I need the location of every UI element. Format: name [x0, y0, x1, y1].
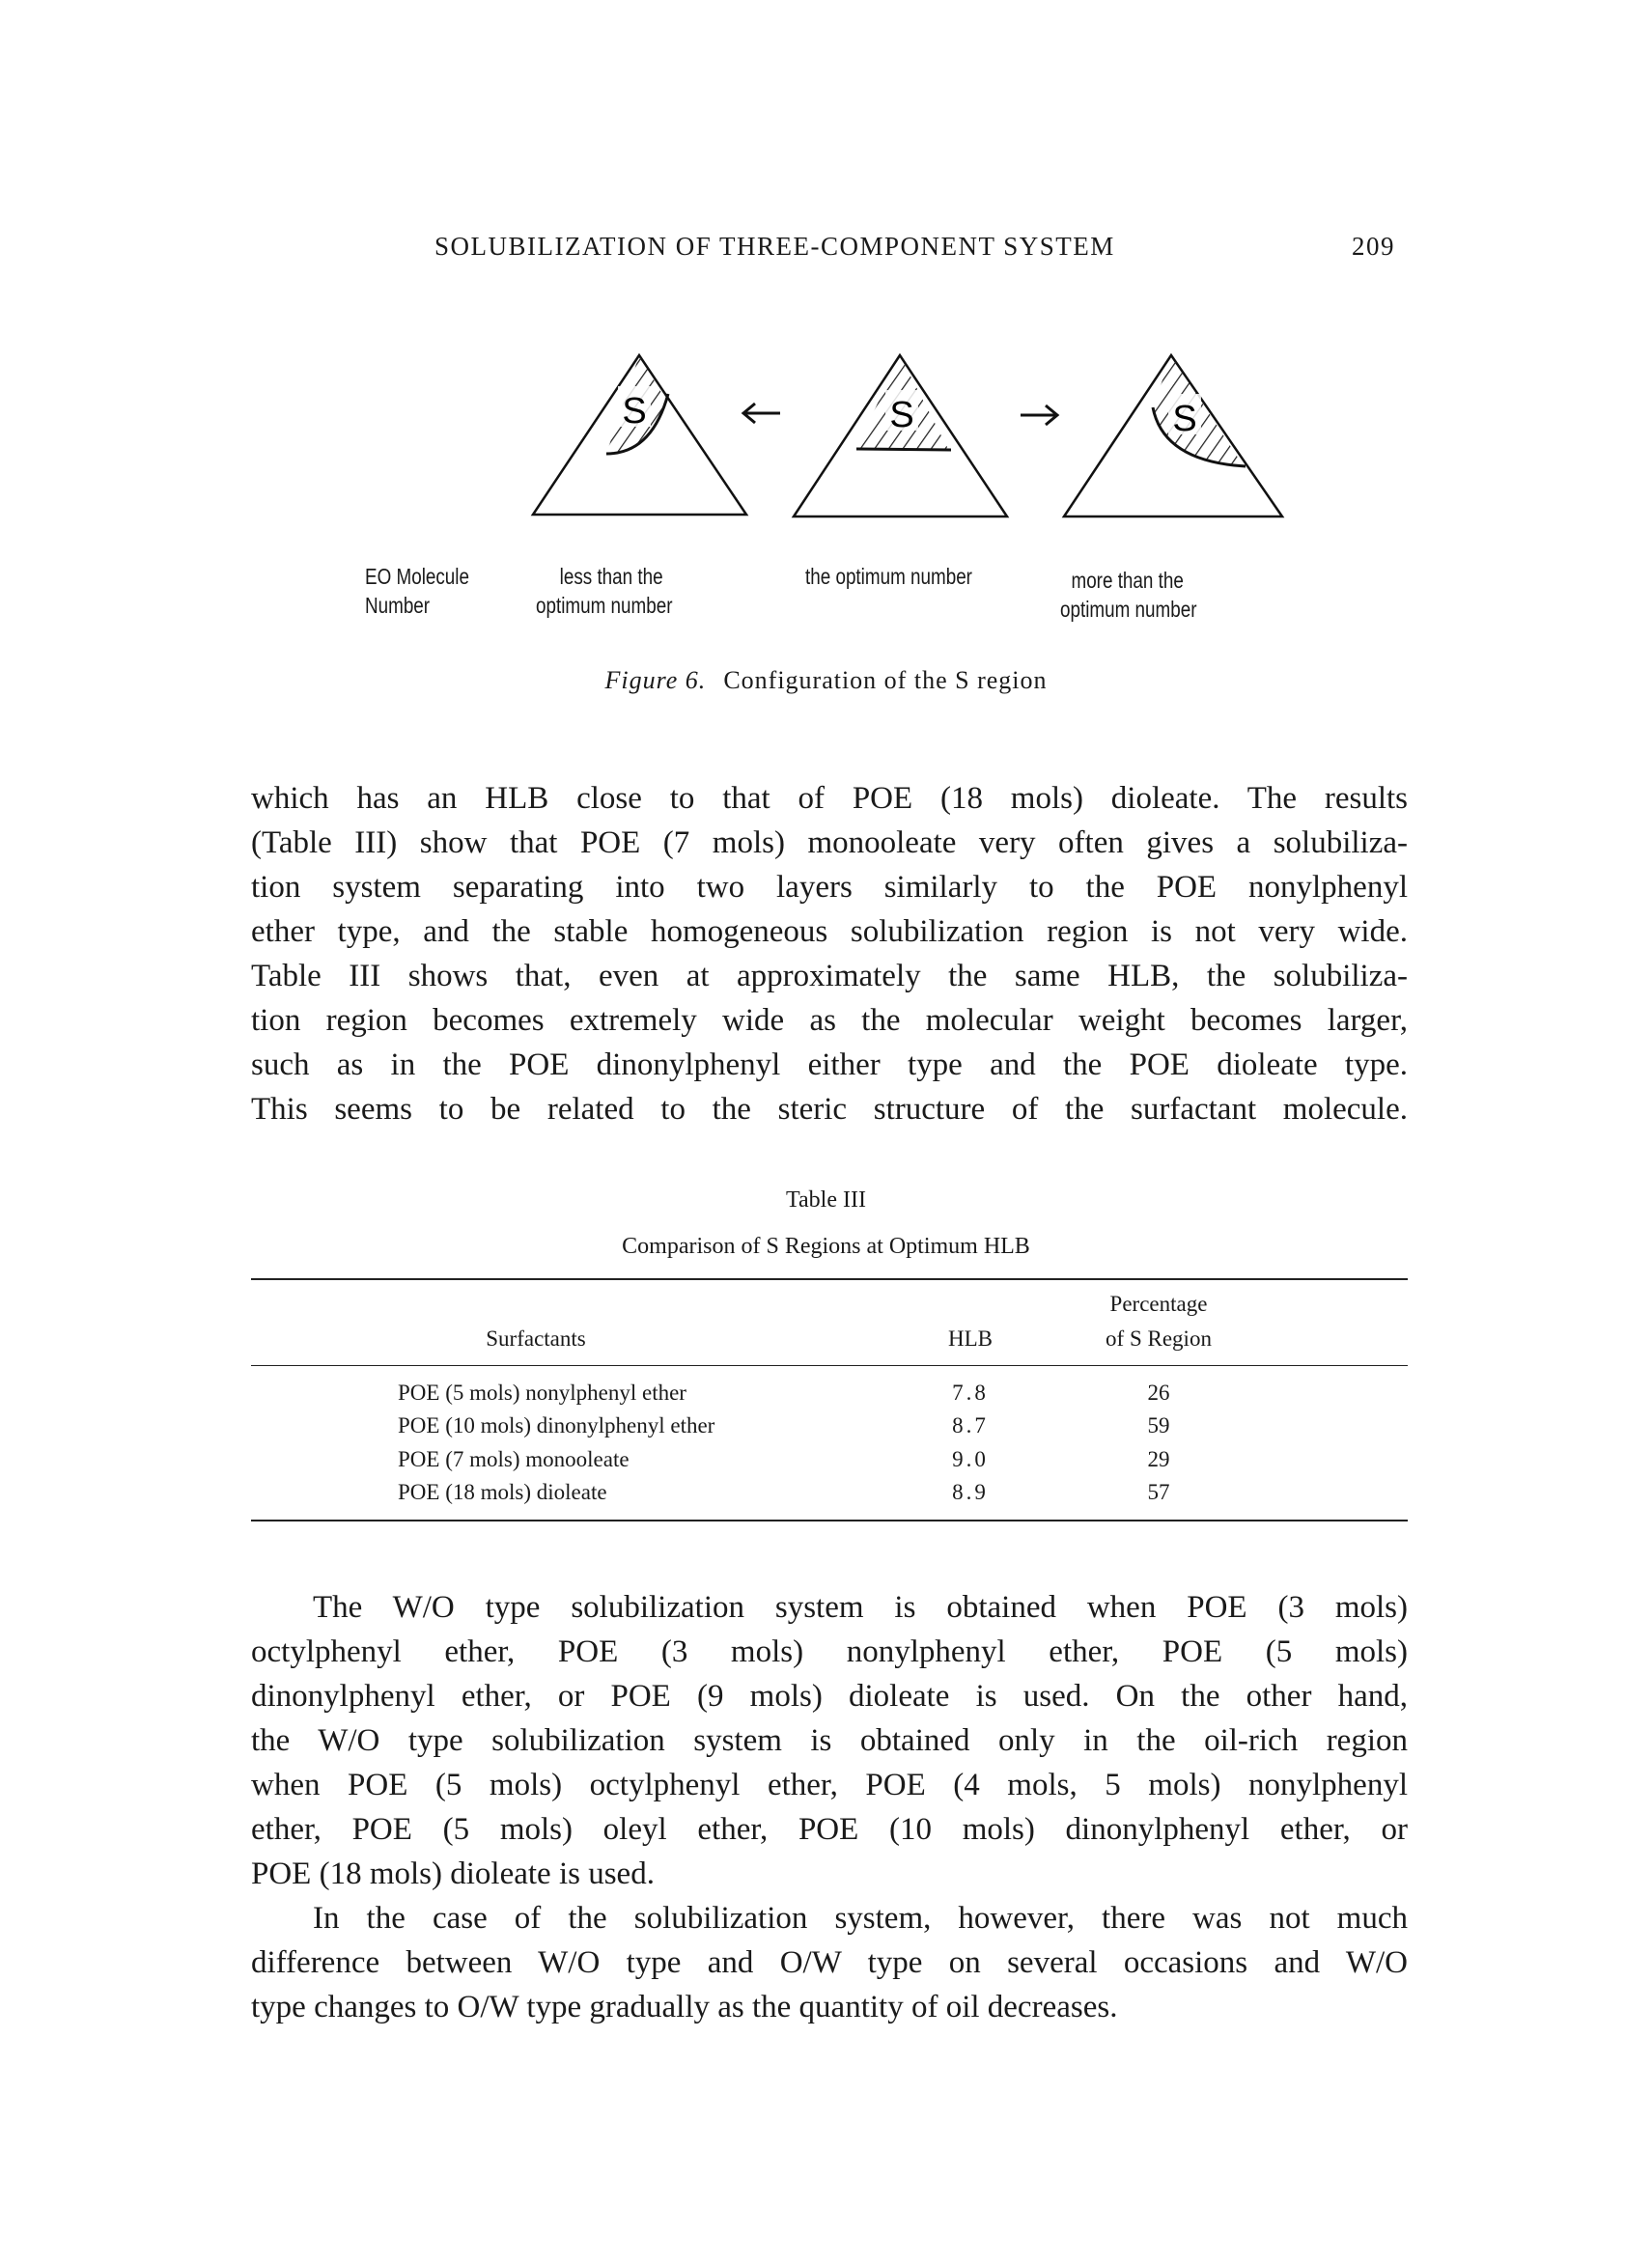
- text-line: octylphenyl ether, POE (3 mols) nonylphenyl ether, POE (5 mols): [251, 1634, 1408, 1669]
- cell-percentage: 57: [1147, 1480, 1170, 1504]
- text-line: This seems to be related to the steric structure of the surfactant molecule.: [251, 1092, 1408, 1127]
- cell-percentage: 59: [1147, 1413, 1170, 1438]
- cell-surfactant: POE (7 mols) monooleate: [398, 1447, 630, 1471]
- cell-hlb: 8.9: [952, 1480, 989, 1504]
- paragraph-2: [251, 1585, 1408, 2029]
- paragraph-1: [251, 776, 1408, 1131]
- table-bottom-rule: [251, 1520, 1408, 1521]
- cell-percentage: 29: [1147, 1447, 1170, 1471]
- text-line: tion region becomes extremely wide as the molecular weight becomes larger,: [251, 1003, 1408, 1038]
- row-label-line: EO Molecule: [365, 564, 469, 589]
- text-line: The W/O type solubilization system is obtained when POE (3 mols): [313, 1590, 1408, 1625]
- text-line: (Table III) show that POE (7 mols) monooleate very often gives a solubiliza-: [251, 825, 1408, 860]
- header-percentage-s-region: of S Region: [1106, 1326, 1212, 1351]
- cell-surfactant: POE (5 mols) nonylphenyl ether: [398, 1381, 686, 1405]
- figure-6-diagram: [0, 0, 1652, 541]
- text-line: In the case of the solubilization system, however, there was not much: [313, 1901, 1408, 1936]
- header-percentage: Percentage: [1109, 1292, 1208, 1316]
- running-title: SOLUBILIZATION OF THREE-COMPONENT SYSTEM: [434, 232, 1115, 261]
- label-line: less than the: [559, 564, 663, 589]
- text-line: type changes to O/W type gradually as the quantity of oil decreases.: [251, 1990, 1118, 2024]
- text-line: tion system separating into two layers similarly to the POE nonylphenyl: [251, 870, 1408, 905]
- label-less-than-optimum: [536, 562, 673, 620]
- text-line: POE (18 mols) dioleate is used.: [251, 1856, 655, 1891]
- s-region-label: S: [622, 391, 647, 432]
- cell-hlb: 7.8: [952, 1381, 989, 1405]
- text-line: such as in the POE dinonylphenyl either type and the POE dioleate type.: [251, 1047, 1408, 1082]
- table-top-rule: [251, 1278, 1408, 1280]
- cell-hlb: 8.7: [952, 1413, 989, 1438]
- row-label-line: Number: [365, 593, 431, 618]
- text-line: ether, POE (5 mols) oleyl ether, POE (10 mols) dinonylphenyl ether, or: [251, 1812, 1408, 1847]
- page-number: 209: [1352, 232, 1395, 261]
- text-line: when POE (5 mols) octylphenyl ether, POE (4 mols, 5 mols) nonylphenyl: [251, 1768, 1408, 1802]
- cell-surfactant: POE (18 mols) dioleate: [398, 1480, 607, 1504]
- triangle-less-than-optimum: [533, 355, 746, 515]
- text-line: which has an HLB close to that of POE (18 mols) dioleate. The results: [251, 781, 1408, 816]
- caption-text: Configuration of the S region: [723, 666, 1048, 694]
- text-line: dinonylphenyl ether, or POE (9 mols) dioleate is used. On the other hand,: [251, 1679, 1408, 1714]
- label-optimum: [805, 562, 972, 591]
- header-surfactants: Surfactants: [486, 1326, 586, 1351]
- label-line: more than the: [1071, 568, 1184, 593]
- s-region-label: S: [1172, 399, 1197, 439]
- triangle-optimum: [794, 355, 1007, 516]
- cell-hlb: 9.0: [952, 1447, 989, 1471]
- label-more-than-optimum: [1060, 566, 1197, 624]
- text-line: Table III shows that, even at approximately the same HLB, the solubiliza-: [251, 959, 1408, 993]
- label-line: optimum number: [1060, 597, 1197, 622]
- caption-prefix: Figure 6.: [604, 666, 707, 694]
- left-arrow-icon: [743, 404, 780, 423]
- s-region-label: S: [889, 395, 914, 435]
- header-hlb: HLB: [948, 1326, 993, 1351]
- table-title: Comparison of S Regions at Optimum HLB: [622, 1234, 1030, 1259]
- right-arrow-icon: [1021, 405, 1057, 425]
- text-line: difference between W/O type and O/W type on several occasions and W/O: [251, 1945, 1408, 1980]
- cell-surfactant: POE (10 mols) dinonylphenyl ether: [398, 1413, 715, 1438]
- cell-percentage: 26: [1147, 1381, 1170, 1405]
- eo-molecule-number-label: [365, 562, 469, 620]
- table-label: Table III: [786, 1187, 866, 1213]
- label-line: optimum number: [536, 593, 673, 618]
- text-line: the W/O type solubilization system is obtained only in the oil-rich region: [251, 1723, 1408, 1758]
- table-header-rule: [251, 1365, 1408, 1366]
- text-line: ether type, and the stable homogeneous solubilization region is not very wide.: [251, 914, 1408, 949]
- figure-caption: [0, 666, 1652, 695]
- label-line: the optimum number: [805, 564, 972, 589]
